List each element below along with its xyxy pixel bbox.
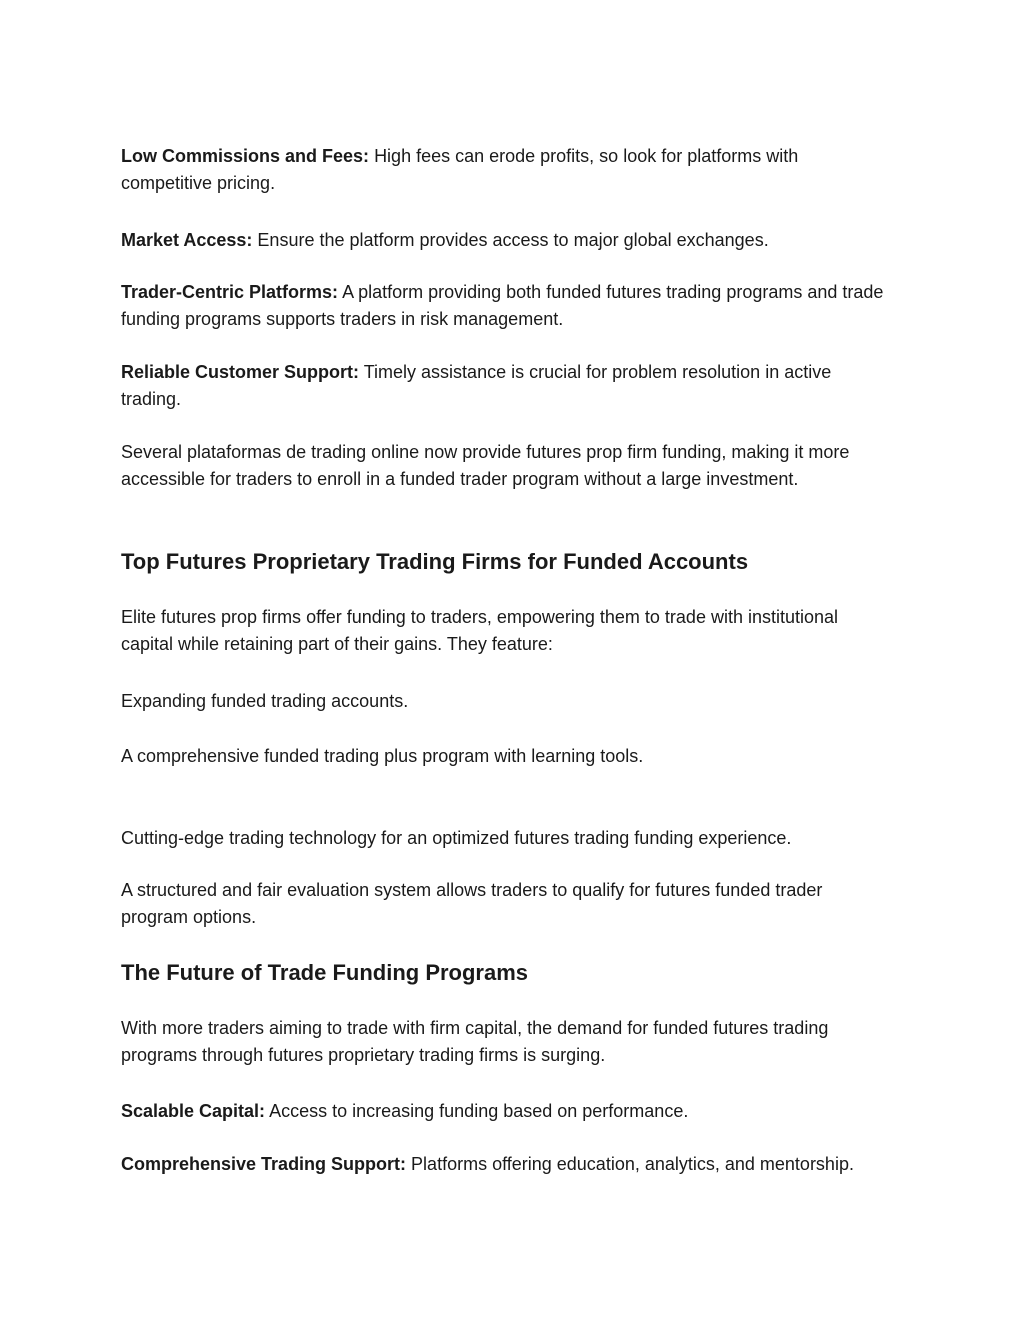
paragraph-market-access — [121, 227, 891, 254]
paragraph-comprehensive-program: A comprehensive funded trading plus program with learning tools. — [121, 746, 644, 766]
bold-label: Reliable Customer Support: — [121, 362, 360, 382]
bold-label: Scalable Capital: — [121, 1101, 266, 1121]
paragraph-cutting-edge: Cutting-edge trading technology for an optimized futures trading funding experience. — [121, 828, 792, 848]
section-heading-top-firms: Top Futures Proprietary Trading Firms for Funded Accounts — [121, 549, 749, 574]
paragraph-more-traders: With more traders aiming to trade with firm capital, the demand for funded futures trading programs through futures proprietary trading firms is surging. — [121, 1018, 829, 1065]
paragraph-trading-support — [121, 1151, 891, 1178]
bold-label: Low Commissions and Fees: — [121, 146, 370, 166]
bold-label: Market Access: — [121, 230, 253, 250]
paragraph-plataformas: Several plataformas de trading online now provide futures prop firm funding, making it more accessible for traders to enroll in a funded trader program without a large investment. — [121, 442, 850, 489]
paragraph-text: A platform providing both funded futures trading programs and trade funding programs supports traders in risk management. — [121, 282, 884, 329]
paragraph-text: Access to increasing funding based on performance. — [269, 1101, 689, 1121]
paragraph-text: Platforms offering education, analytics, and mentorship. — [411, 1154, 854, 1174]
paragraph-elite-firms: Elite futures prop firms offer funding to traders, empowering them to trade with institutional capital while retaining part of their gains. They feature: — [121, 607, 839, 654]
bold-label: Trader-Centric Platforms: — [121, 282, 339, 302]
bold-label: Comprehensive Trading Support: — [121, 1154, 407, 1174]
paragraph-expanding-accounts: Expanding funded trading accounts. — [121, 691, 409, 711]
paragraph-low-commissions — [121, 143, 891, 197]
paragraph-evaluation-system: A structured and fair evaluation system allows traders to qualify for futures funded trader program options. — [121, 880, 823, 927]
paragraph-trader-centric — [121, 279, 891, 333]
paragraph-customer-support — [121, 359, 891, 413]
paragraph-text: High fees can erode profits, so look for platforms with competitive pricing. — [121, 146, 799, 193]
paragraph-text: Ensure the platform provides access to major global exchanges. — [257, 230, 769, 250]
section-heading-future: The Future of Trade Funding Programs — [121, 960, 529, 985]
paragraph-text: Timely assistance is crucial for problem resolution in active trading. — [121, 362, 832, 409]
paragraph-scalable-capital — [121, 1098, 891, 1125]
